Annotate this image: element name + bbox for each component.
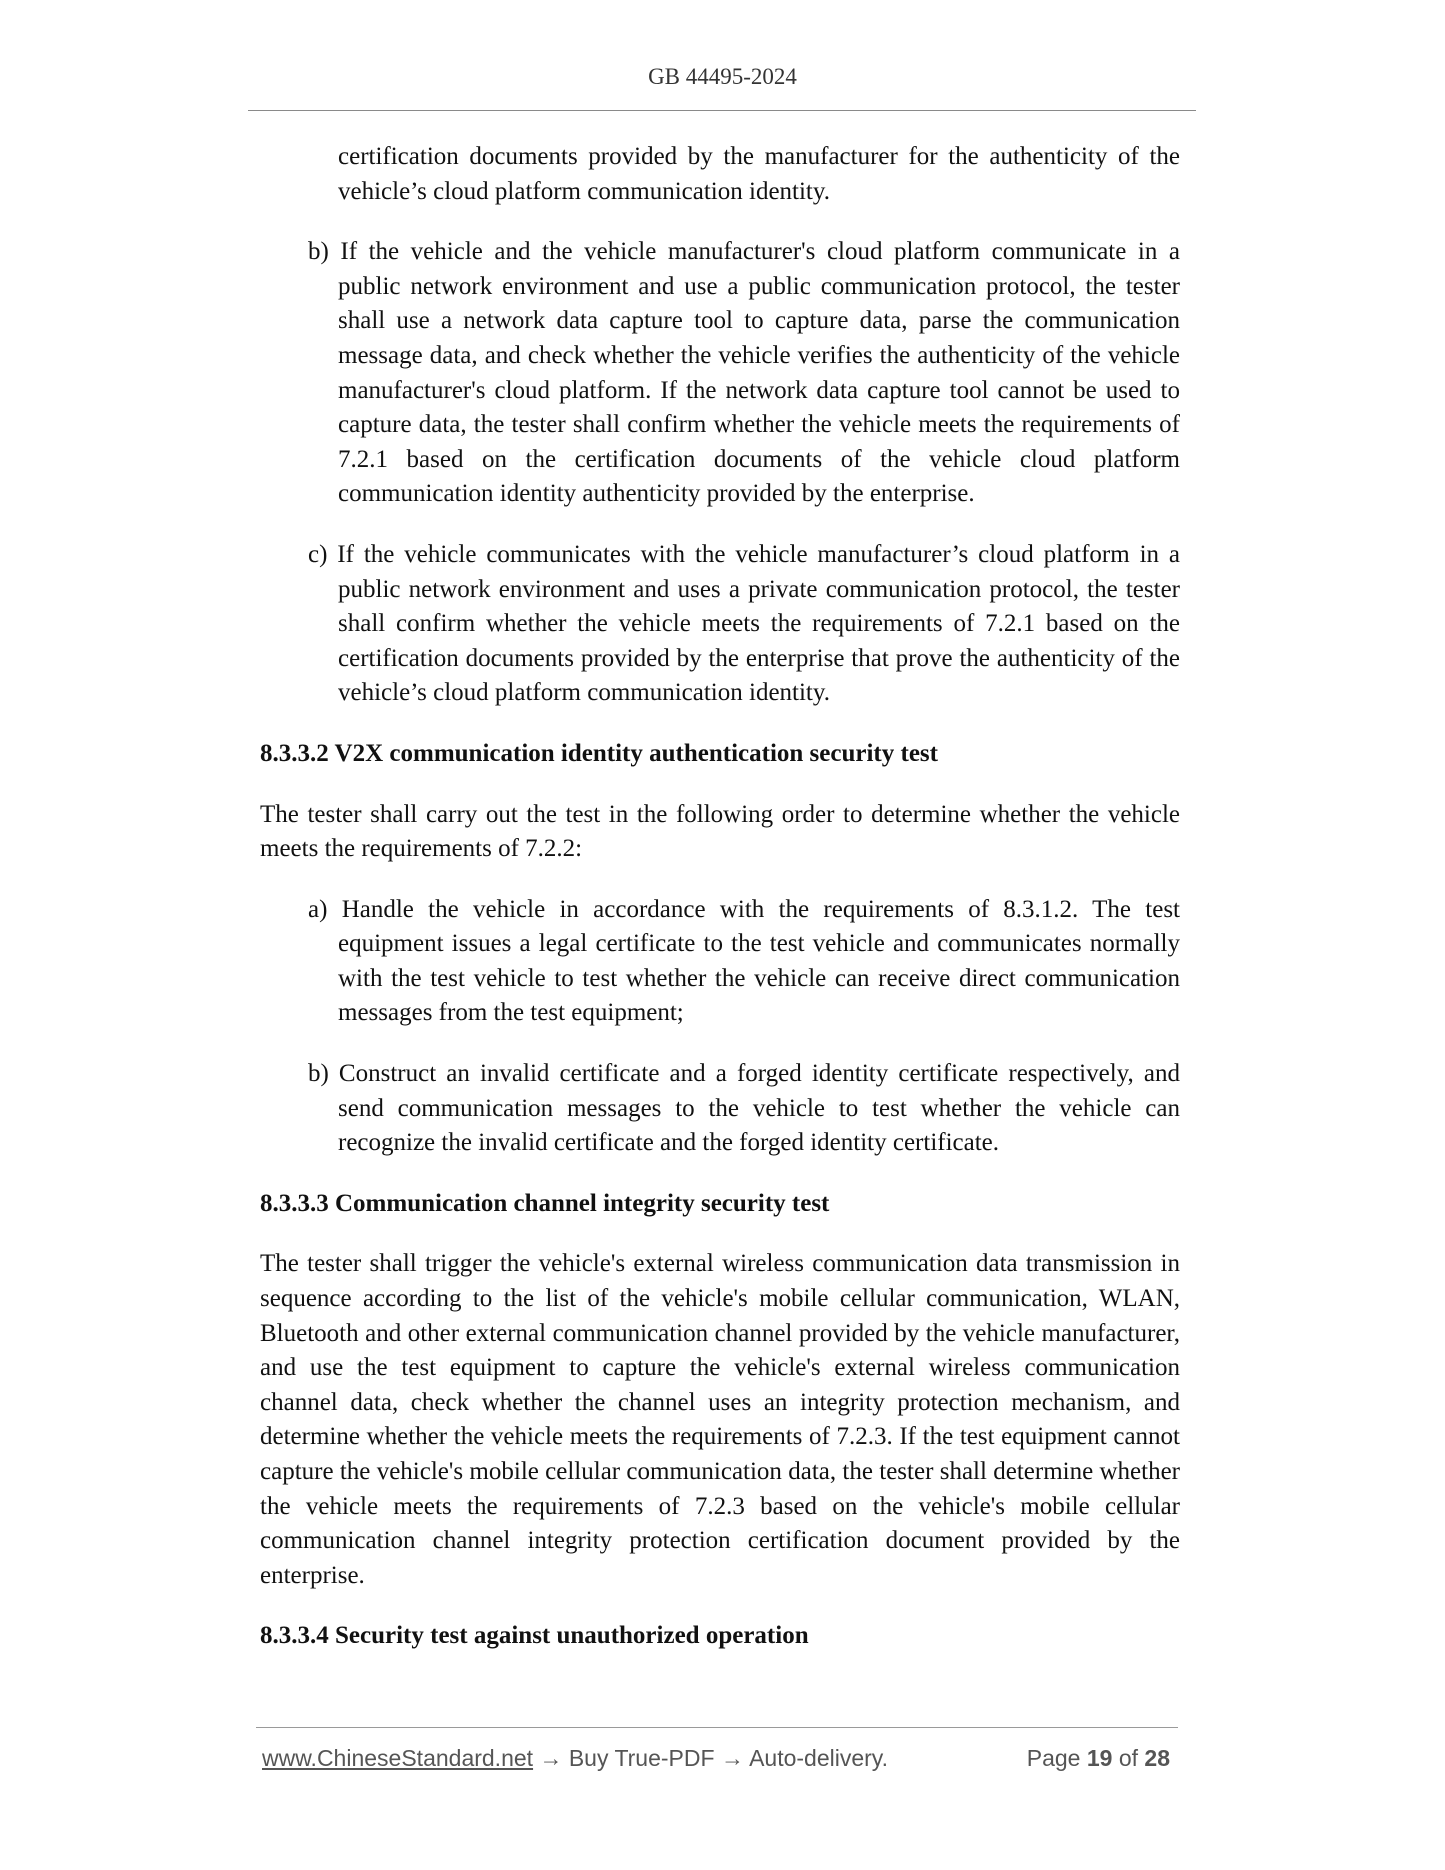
list-item-b-invalid-certificate: b) Construct an invalid certificate and a forged identity certificate respectively, and send communication messages to the vehicle to test whether the vehicle can recognize the invalid certificate and the forged identity certificate. [308, 1060, 1180, 1157]
header-divider [248, 110, 1196, 111]
section-paragraph-8-3-3-3: The tester shall trigger the vehicle's external wireless communication data transmission in sequence according to the list of the vehicle's mobile cellular communication, WLAN, Bluetooth and other external communication channel provided by the vehicle manufacturer, and use the test equipment to capture the vehicle's external wireless communication channel data, check whether the channel uses an integrity protection mechanism, and determine whether the vehicle meets the requirements of 7.2.3. If the test equipment cannot capture the vehicle's mobile cellular communication data, the tester shall determine whether the vehicle meets the requirements of 7.2.3 based on the vehicle's mobile cellular communication channel integrity protection certification document provided by the enterprise. [260, 1250, 1180, 1589]
auto-delivery-text: Auto-delivery. [749, 1745, 888, 1771]
continued-paragraph: certification documents provided by the manufacturer for the authenticity of the vehicle’s cloud platform communication identity. [338, 143, 1180, 205]
document-standard-id: GB 44495-2024 [648, 64, 797, 89]
footer-divider [256, 1727, 1178, 1728]
page-label: Page [1026, 1745, 1081, 1771]
website-link[interactable]: www.ChineseStandard.net [262, 1745, 534, 1771]
section-heading-8-3-3-3: 8.3.3.3 Communication channel integrity security test [260, 1189, 830, 1217]
section-heading-8-3-3-4: 8.3.3.4 Security test against unauthorized operation [260, 1622, 809, 1650]
total-page-count: 28 [1144, 1745, 1170, 1771]
section-paragraph-8-3-3-2: The tester shall carry out the test in the following order to determine whether the vehicle meets the requirements of 7.2.2: [260, 800, 1180, 863]
arrow-right-icon: → [720, 1745, 744, 1771]
list-item-a-legal-certificate: a) Handle the vehicle in accordance with the requirements of 8.3.1.2. The test equipment issues a legal certificate to the test vehicle and communicates normally with the test vehicle to test whether the vehicle can receive direct communication messages from the test equipment; [308, 895, 1180, 1027]
page-of-label: of [1118, 1745, 1139, 1771]
arrow-right-icon: → [539, 1745, 563, 1771]
document-body [260, 140, 1180, 1680]
list-item-c-cloud-private-protocol: c) If the vehicle communicates with the vehicle manufacturer’s cloud platform in a public network environment and uses a private communication protocol, the tester shall confirm whether the vehicle meets the requirements of 7.2.1 based on the certification documents provided by the enterprise that prove the authenticity of the vehicle’s cloud platform communication identity. [308, 540, 1180, 707]
current-page-number: 19 [1086, 1745, 1113, 1771]
page-number-indicator [1027, 1745, 1170, 1772]
section-heading-8-3-3-2: 8.3.3.2 V2X communication identity authentication security test [260, 739, 938, 767]
footer-purchase-info [262, 1745, 888, 1772]
list-item-b-cloud-public-protocol: b) If the vehicle and the vehicle manufacturer's cloud platform communicate in a public network environment and use a public communication protocol, the tester shall use a network data capture tool to capture data, parse the communication message data, and check whether the vehicle verifies the authenticity of the vehicle manufacturer's cloud platform. If the network data capture tool cannot be used to capture data, the tester shall confirm whether the vehicle meets the requirements of 7.2.1 based on the certification documents of the vehicle cloud platform communication identity authenticity provided by the enterprise. [308, 238, 1180, 508]
buy-true-pdf-text: Buy True-PDF [568, 1745, 715, 1771]
